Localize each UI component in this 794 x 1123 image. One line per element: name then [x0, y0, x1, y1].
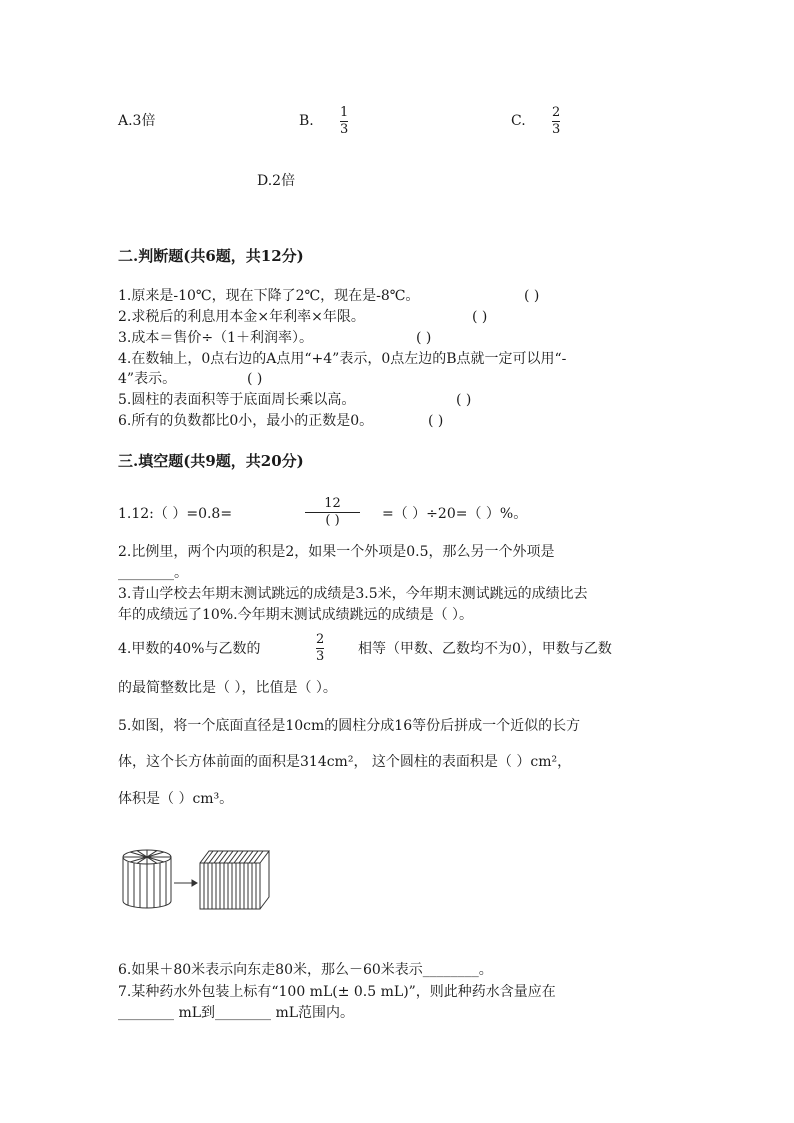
answer-blank-2: ( ): [472, 309, 488, 325]
answer-blank-6: ( ): [428, 413, 444, 429]
option-c-denominator: 3: [552, 122, 561, 137]
fill-q3-line1: 3.青山学校去年期末测试跳远的成绩是3.5米，今年期末测试跳远的成绩比去: [118, 586, 588, 602]
cylinder-drawing: [123, 850, 171, 908]
option-b-numerator: 1: [340, 105, 349, 120]
option-a: A.3倍: [118, 113, 156, 129]
judgement-item-4-line1: 4.在数轴上，0点右边的A点用“+4”表示，0点左边的B点就一定可以用“-: [118, 351, 567, 367]
fill-q4-line2: 的最简整数比是（ ），比值是（ ）。: [118, 680, 337, 696]
fill-q4-fraction: [316, 633, 324, 664]
answer-blank-4: ( ): [247, 371, 263, 387]
judgement-item-6: 6.所有的负数都比0小，最小的正数是0。: [118, 413, 374, 429]
cylinder-to-cuboid-figure: [118, 843, 278, 915]
option-d: D.2倍: [257, 173, 296, 189]
fill-q5-line3: 体积是（ ）cm³。: [118, 791, 234, 807]
option-b-fraction: [340, 106, 348, 137]
option-c-fraction: [552, 106, 560, 137]
judgement-item-1: 1.原来是-10℃，现在下降了2℃，现在是-8℃。: [118, 288, 420, 304]
option-c-numerator: 2: [552, 105, 561, 120]
judgement-item-5: 5.圆柱的表面积等于底面周长乘以高。: [118, 392, 356, 408]
fill-q1-denominator: ( ): [325, 513, 340, 528]
fill-q4-part1: 4.甲数的40%与乙数的: [118, 641, 261, 657]
fill-q1-fraction: [305, 497, 360, 528]
fill-q1-part2: =（ ）÷20=（ ）%。: [382, 506, 528, 522]
section-title-fill-in: 三.填空题(共9题，共20分): [118, 452, 304, 470]
fill-q2-line2: ________。: [118, 565, 188, 581]
fill-q1-numerator: 12: [324, 496, 341, 511]
fill-q4-denominator: 3: [316, 649, 325, 664]
fill-q7-line2: ________ mL到________ mL范围内。: [118, 1005, 355, 1021]
fill-q1-part1: 1.12:（ ）=0.8=: [118, 506, 233, 522]
option-b-denominator: 3: [340, 122, 349, 137]
fill-q2-line1: 2.比例里，两个内项的积是2，如果一个外项是0.5，那么另一个外项是: [118, 544, 555, 560]
fill-q4-numerator: 2: [316, 632, 325, 647]
fill-q6: 6.如果＋80米表示向东走80米，那么－60米表示________。: [118, 962, 493, 978]
arrow-right-icon: [174, 880, 197, 886]
fill-q7-line1: 7.某种药水外包装上标有“100 mL(± 0.5 mL)”，则此种药水含量应在: [118, 984, 556, 1000]
answer-blank-5: ( ): [456, 392, 472, 408]
judgement-item-3: 3.成本＝售价÷（1＋利润率）。: [118, 330, 313, 346]
answer-blank-1: ( ): [524, 288, 540, 304]
option-b-label: B.: [299, 113, 314, 129]
fill-q3-line2: 年的成绩远了10%.今年期末测试成绩跳远的成绩是（ ）。: [118, 607, 474, 623]
fill-q4-part2: 相等（甲数、乙数均不为0），甲数与乙数: [358, 641, 612, 657]
judgement-item-2: 2.求税后的利息用本金×年利率×年限。: [118, 309, 365, 325]
fill-q5-line2: 体，这个长方体前面的面积是314cm²， 这个圆柱的表面积是（ ）cm²，: [118, 754, 572, 770]
fill-q5-line1: 5.如图，将一个底面直径是10cm的圆柱分成16等份后拼成一个近似的长方: [118, 718, 581, 734]
answer-blank-3: ( ): [416, 330, 432, 346]
option-c-label: C.: [511, 113, 526, 129]
section-title-judgement: 二.判断题(共6题，共12分): [118, 247, 304, 265]
judgement-item-4-line2: 4”表示。: [118, 371, 177, 387]
cuboid-drawing: [200, 851, 269, 909]
